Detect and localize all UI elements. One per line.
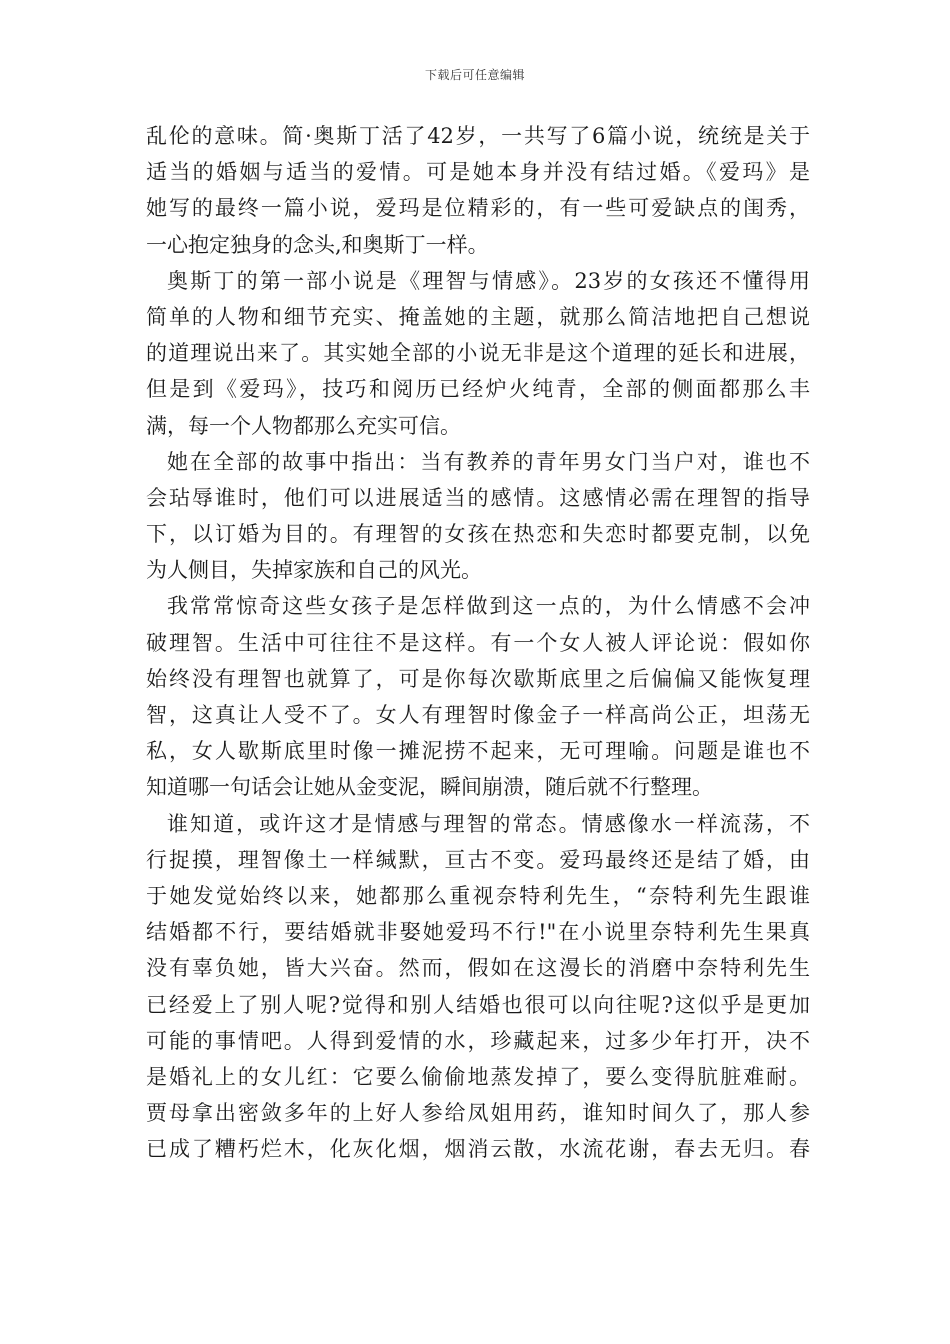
text-line: 行捉摸，理智像土一样缄默，亘古不变。爱玛最终还是结了婚，由 — [146, 847, 810, 872]
text-line: 下，以订婚为目的。有理智的女孩在热恋和失恋时都要克制，以免 — [146, 522, 810, 547]
text-line: 智，这真让人受不了。女人有理智时像金子一样高尚公正，坦荡无 — [146, 703, 810, 727]
paragraph — [146, 118, 810, 263]
paragraph — [146, 263, 810, 444]
text-line: 适当的婚姻与适当的爱情。可是她本身并没有结过婚。《爱玛》是 — [146, 160, 810, 185]
text-line: 简单的人物和细节充实、掩盖她的主题，就那么简洁地把自己想说 — [146, 304, 810, 329]
text-line: 没有辜负她，皆大兴奋。然而，假如在这漫长的消磨中奈特利先生 — [146, 956, 810, 981]
paragraph — [146, 588, 810, 805]
text-line: 她写的最终一篇小说，爱玛是位精彩的，有一些可爱缺点的闺秀， — [146, 196, 810, 221]
paragraph — [146, 806, 810, 1168]
text-line: 一心抱定独身的念头,和奥斯丁一样。 — [146, 232, 489, 257]
text-line: 贾母拿出密敛多年的上好人参给凤姐用药，谁知时间久了，那人参 — [146, 1101, 810, 1126]
text-line: 知道哪一句话会让她从金变泥，瞬间崩溃，随后就不行整理。 — [146, 775, 713, 800]
page-header: 下载后可任意编辑 — [424, 68, 525, 82]
text-line: 奥斯丁的第一部小说是《理智与情感》。23岁的女孩还不懂得用 — [167, 268, 810, 293]
text-line: 谁知道，或许这才是情感与理智的常态。情感像水一样流荡，不 — [167, 811, 810, 836]
text-line: 私，女人歇斯底里时像一摊泥捞不起来，无可理喻。问题是谁也不 — [146, 739, 810, 764]
text-line: 可能的事情吧。人得到爱情的水，珍藏起来，过多少年打开，决不 — [146, 1028, 810, 1053]
text-line: 是婚礼上的女儿红：它要么偷偷地蒸发掉了，要么变得肮脏难耐。 — [146, 1064, 810, 1089]
text-line: 为人侧目，失掉家族和自己的风光。 — [146, 558, 482, 583]
text-line: 已经爱上了别人呢?觉得和别人结婚也很可以向往呢?这似乎是更加 — [146, 992, 810, 1017]
paragraph — [146, 444, 810, 589]
text-line: 她在全部的故事中指出：当有教养的青年男女门当户对，谁也不 — [167, 449, 810, 474]
text-line: 会玷辱谁时，他们可以进展适当的感情。这感情必需在理智的指导 — [146, 485, 810, 510]
document-body — [146, 118, 810, 1167]
text-line: 已成了糟朽烂木，化灰化烟，烟消云散，水流花谢，春去无归。春 — [146, 1137, 810, 1162]
text-line: 破理智。生活中可往往不是这样。有一个女人被人评论说：假如你 — [146, 630, 810, 655]
text-line: 我常常惊奇这些女孩子是怎样做到这一点的，为什么情感不会冲 — [167, 594, 810, 619]
text-line: 结婚都不行，要结婚就非娶她爱玛不行!"在小说里奈特利先生果真 — [146, 920, 810, 945]
text-line: 乱伦的意味。简·奥斯丁活了42岁，一共写了6篇小说，统统是关于 — [146, 124, 810, 148]
text-line: 满，每一个人物都那么充实可信。 — [146, 413, 461, 438]
text-line: 的道理说出来了。其实她全部的小说无非是这个道理的延长和进展， — [146, 341, 810, 366]
text-line: 始终没有理智也就算了，可是你每次歇斯底里之后偏偏又能恢复理 — [146, 666, 810, 691]
text-line: 于她发觉始终以来，她都那么重视奈特利先生，“奈特利先生跟谁 — [146, 883, 810, 908]
text-line: 但是到《爱玛》，技巧和阅历已经炉火纯青，全部的侧面都那么丰 — [146, 377, 810, 402]
